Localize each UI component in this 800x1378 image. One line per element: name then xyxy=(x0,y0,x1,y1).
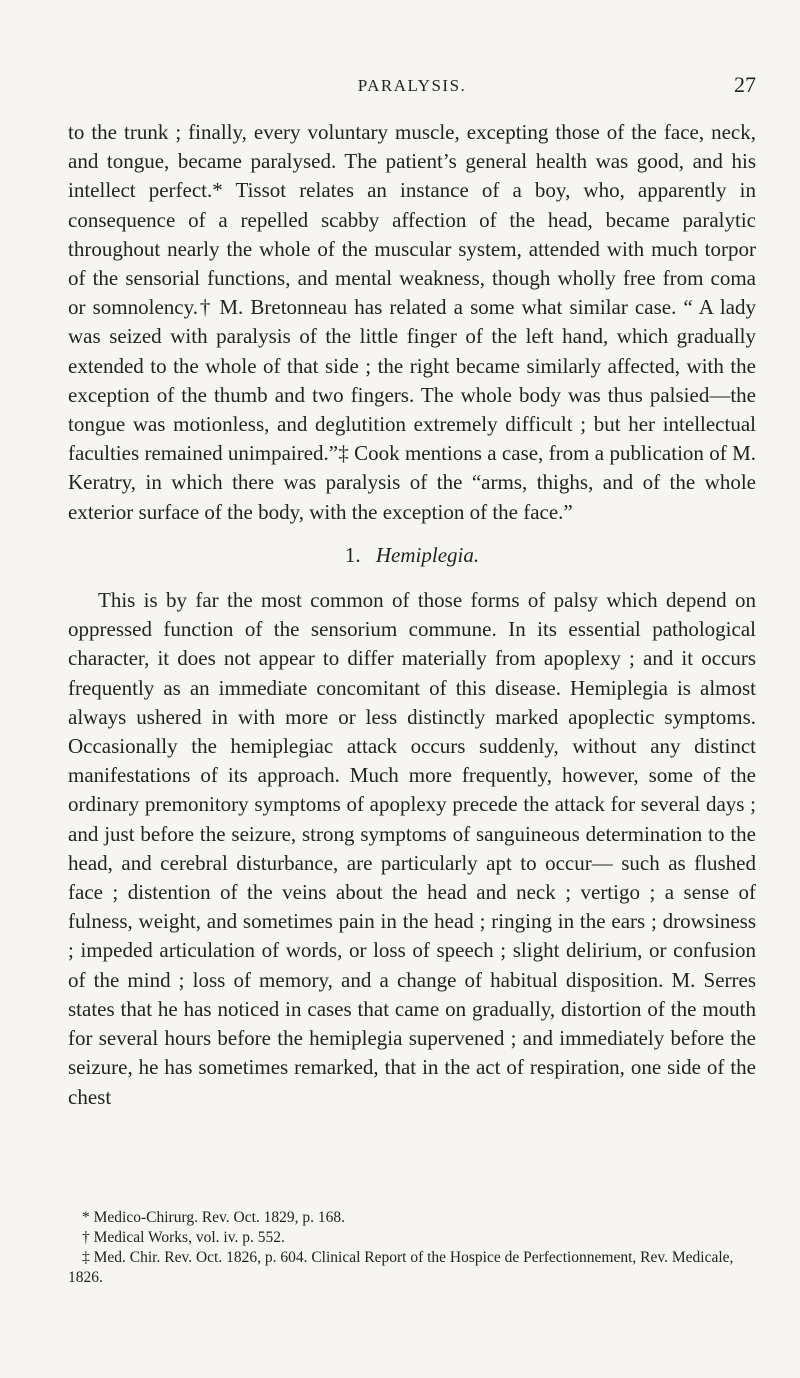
section-number: 1. xyxy=(344,542,361,567)
page-header xyxy=(68,72,756,98)
page-number: 27 xyxy=(734,72,756,97)
body-paragraph: This is by far the most common of those forms of palsy which depend on oppressed function of the sensorium commune. In its essential pathological character, it does not appear to differ materially from apoplexy ; and it occurs frequently as an immediate concomitant of this disease. Hemiplegia is almost always ushered in with more or less distinctly marked apoplectic symptoms. Occasionally the hemiplegiac attack occurs suddenly, without any distinct manifestations of its approach. Much more frequently, however, some of the ordinary premonitory symptoms of apoplexy precede the attack for several days ; and just before the seizure, strong symptoms of sanguineous determination to the head, and cerebral disturbance, are particularly apt to occur— such as flushed face ; distention of the veins about the head and neck ; vertigo ; a sense of fulness, weight, and sometimes pain in the head ; ringing in the ears ; drowsiness ; impeded articulation of words, or loss of speech ; slight delirium, or confusion of the mind ; loss of memory, and a change of habitual disposition. M. Serres states that he has noticed in cases that came on gradually, distortion of the mouth for several hours before the hemiplegia supervened ; and immediately before the seizure, he has sometimes remarked, that in the act of respiration, one side of the chest xyxy=(68,588,756,1109)
body-paragraph: to the trunk ; finally, every voluntary muscle, excepting those of the face, neck, and tongue, became paralysed. The patient’s general health was good, and his intellect perfect.* Tissot relates an instance of a boy, who, apparently in consequence of a repelled scabby affection of the head, became paralytic throughout nearly the whole of the muscular system, attended with much torpor of the sensorial functions, and mental weakness, though wholly free from coma or somnolency.† M. Bretonneau has related a some what similar case. “ A lady was seized with paralysis of the little finger of the left hand, which gradually extended to the whole of that side ; the right became similarly affected, with the exception of the thumb and two fingers. The whole body was thus palsied—the tongue was motionless, and deglutition extremely difficult ; but her intellectual faculties remained unimpaired.”‡ Cook mentions a case, from a publication of M. Keratry, in which there was paralysis of the “arms, thighs, and of the whole exterior surface of the body, with the exception of the face.” xyxy=(68,120,756,524)
footnote: * Medico-Chirurg. Rev. Oct. 1829, p. 168. xyxy=(82,1209,346,1226)
footnotes xyxy=(68,1208,756,1288)
section-title: Hemiplegia. xyxy=(375,542,480,567)
section-heading xyxy=(68,541,756,570)
running-title: PARALYSIS. xyxy=(357,76,467,95)
page-body xyxy=(68,118,756,1112)
footnote: † Medical Works, vol. iv. p. 552. xyxy=(82,1229,285,1246)
footnote: ‡ Med. Chir. Rev. Oct. 1826, p. 604. Clinical Report of the Hospice de Perfectionnement, Rev. Medicale, 1826. xyxy=(68,1249,734,1286)
